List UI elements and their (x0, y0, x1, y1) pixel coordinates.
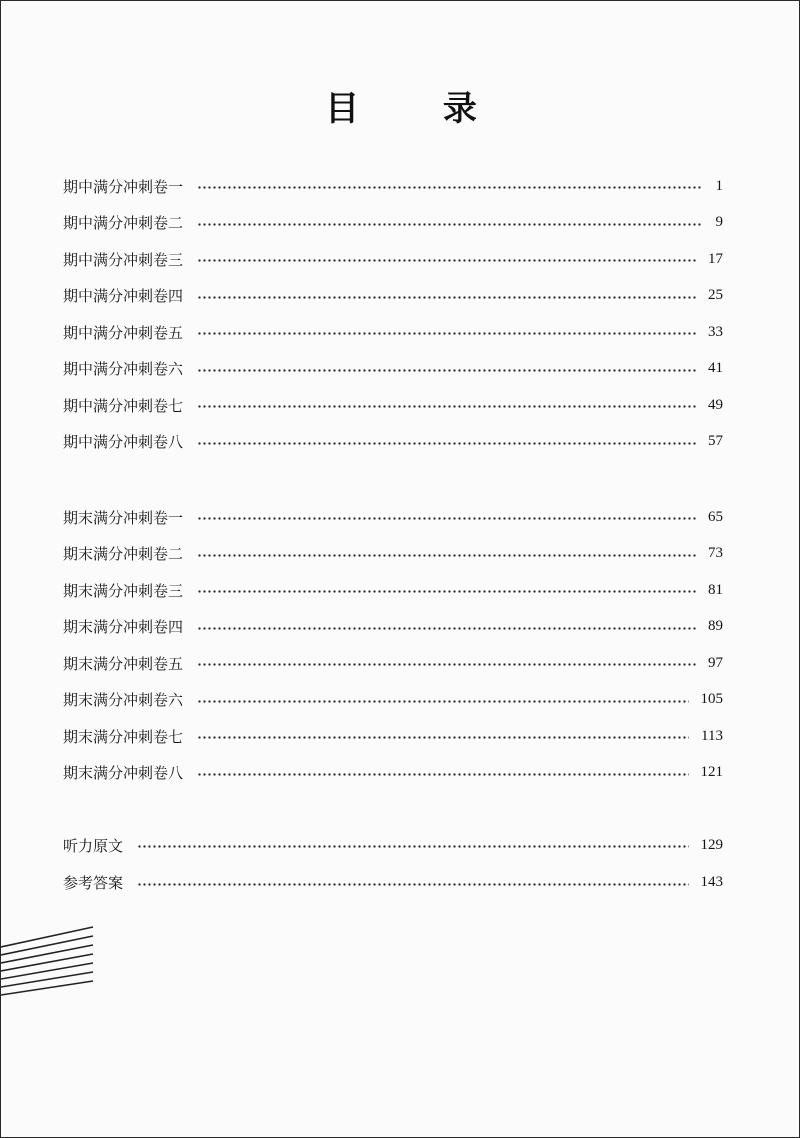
toc-page-number: 33 (708, 323, 723, 340)
toc-entry[interactable] (63, 320, 723, 344)
dot-leader (197, 736, 689, 739)
toc-page-number: 57 (708, 433, 723, 449)
toc-entry[interactable] (63, 247, 723, 271)
toc-entry-title: 期末满分冲刺卷三 (63, 581, 184, 600)
dot-leader (197, 405, 696, 408)
dot-leader (197, 296, 696, 299)
toc-entry[interactable] (63, 505, 723, 529)
toc-entry[interactable] (63, 357, 723, 381)
toc-entry-title: 期末满分冲刺卷四 (63, 618, 184, 636)
toc-entry-title: 期末满分冲刺卷五 (63, 654, 184, 673)
dot-leader (137, 883, 688, 886)
dot-leader (197, 442, 696, 445)
toc-entry[interactable] (63, 578, 723, 602)
toc-entry-title: 听力原文 (63, 836, 124, 855)
dot-leader (197, 554, 696, 557)
toc-entry-title: 参考答案 (63, 874, 124, 892)
toc-page-number: 25 (708, 287, 723, 303)
toc-entry[interactable] (63, 430, 723, 454)
dot-leader (197, 700, 688, 703)
toc-page-number: 129 (700, 836, 723, 853)
toc-entry-title: 期中满分冲刺卷七 (63, 396, 184, 415)
toc-page-number: 49 (708, 396, 723, 413)
toc-page-number: 1 (715, 177, 723, 194)
toc-entry[interactable] (63, 761, 723, 785)
toc-entry-title: 期中满分冲刺卷五 (63, 323, 184, 342)
toc-entry-title: 期中满分冲刺卷六 (63, 360, 184, 378)
toc-page-number: 105 (700, 691, 723, 707)
toc-page-number: 81 (708, 581, 723, 598)
dot-leader (197, 223, 701, 226)
toc-entry-title: 期末满分冲刺卷六 (63, 691, 184, 709)
toc-entry[interactable] (63, 688, 723, 712)
dot-leader (197, 259, 696, 262)
toc-page-number: 65 (708, 508, 723, 525)
toc-page-number: 143 (700, 874, 723, 890)
dot-leader (197, 517, 696, 520)
toc-entry[interactable] (63, 174, 723, 198)
toc-page-number: 121 (700, 764, 723, 780)
toc-entry-title: 期末满分冲刺卷一 (63, 508, 184, 527)
staff-lines-decoration-icon (1, 921, 101, 1011)
toc-entry-title: 期中满分冲刺卷八 (63, 433, 184, 451)
dot-leader (197, 663, 696, 666)
dot-leader (197, 773, 688, 776)
toc-entry[interactable] (63, 211, 723, 235)
toc-page-number: 97 (708, 654, 723, 671)
toc-entry-title: 期中满分冲刺卷二 (63, 214, 184, 232)
toc-entry-title: 期中满分冲刺卷四 (63, 287, 184, 305)
toc-entry[interactable] (63, 833, 723, 857)
toc-page-number: 41 (708, 360, 723, 376)
toc-page-number: 113 (701, 727, 723, 744)
toc-entry-title: 期末满分冲刺卷七 (63, 727, 184, 746)
toc-entry[interactable] (63, 615, 723, 639)
toc-entry[interactable] (63, 651, 723, 675)
dot-leader (197, 627, 696, 630)
toc-page-number: 89 (708, 618, 723, 634)
toc-page-number: 73 (708, 545, 723, 561)
dot-leader (197, 590, 696, 593)
dot-leader (197, 369, 696, 372)
toc-entry[interactable] (63, 284, 723, 308)
toc-page-number: 17 (708, 250, 723, 267)
toc-entry-title: 期末满分冲刺卷二 (63, 545, 184, 563)
toc-entry[interactable] (63, 542, 723, 566)
page-title: 目 录 (325, 89, 513, 129)
toc-entry-title: 期末满分冲刺卷八 (63, 764, 184, 782)
toc-entry[interactable] (63, 871, 723, 895)
dot-leader (197, 186, 701, 189)
toc-page-number: 9 (715, 214, 723, 230)
toc-entry[interactable] (63, 393, 723, 417)
dot-leader (197, 332, 696, 335)
dot-leader (137, 845, 688, 848)
toc-entry-title: 期中满分冲刺卷三 (63, 250, 184, 269)
toc-entry-title: 期中满分冲刺卷一 (63, 177, 184, 196)
toc-entry[interactable] (63, 724, 723, 748)
